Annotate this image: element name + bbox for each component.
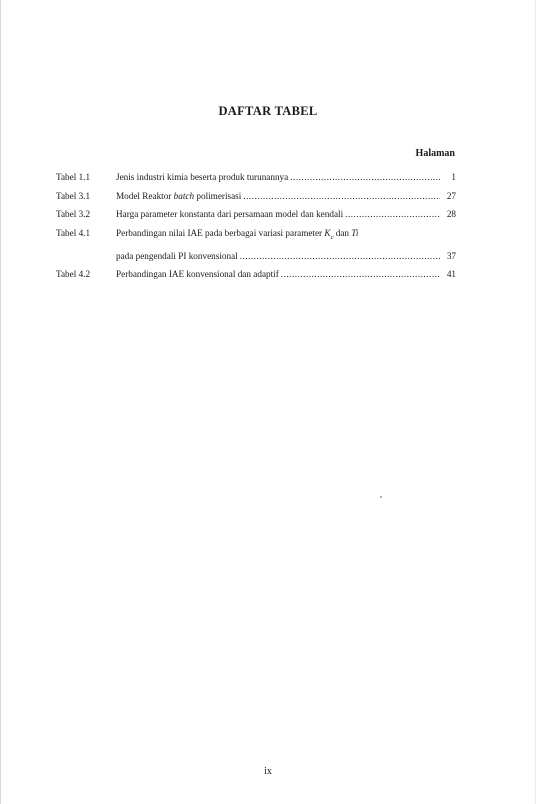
- table-entry-body: [116, 168, 456, 187]
- table-title: [116, 168, 288, 187]
- table-title-part: K: [324, 227, 331, 238]
- page-number: ix: [264, 766, 272, 777]
- page-ref: 41: [446, 269, 456, 280]
- table-entry-body: [116, 265, 456, 284]
- leader-dots: [281, 265, 440, 284]
- table-list: [56, 168, 456, 284]
- leader-dots: [290, 168, 440, 187]
- table-title-part: c: [330, 233, 334, 241]
- table-title-part: polimerisasi: [194, 190, 242, 201]
- table-title-part: pada pengendali PI konvensional: [116, 250, 238, 261]
- leader-dots: [345, 205, 440, 224]
- table-entry-body: [116, 205, 456, 224]
- table-title-part: Perbandingan nilai IAE pada berbagai variasi parameter: [116, 227, 325, 238]
- page-title: DAFTAR TABEL: [218, 104, 318, 118]
- table-entry-body: [116, 187, 456, 206]
- table-number-label: Tabel 1.1: [56, 172, 91, 182]
- page-ref: 27: [446, 190, 456, 201]
- table-entry-line: [116, 168, 456, 187]
- table-title-part: Ti: [351, 227, 359, 238]
- table-number-label: Tabel 3.1: [56, 190, 91, 201]
- table-entry-line: [116, 265, 456, 284]
- table-entry-line: [116, 247, 456, 266]
- table-title-part: batch: [173, 190, 195, 201]
- page-ref: 37: [446, 250, 456, 261]
- list-item[interactable]: [56, 187, 456, 206]
- page-column-header: Halaman: [415, 148, 455, 159]
- table-title-part: Perbandingan IAE konvensional dan adaptif: [116, 269, 279, 280]
- table-entry-line: [116, 224, 456, 247]
- table-title-part: Jenis industri kimia beserta produk turunannya: [116, 172, 289, 182]
- table-entry-line: [116, 187, 456, 206]
- table-entry-line: [116, 205, 456, 224]
- page-ref: 28: [446, 209, 456, 219]
- table-title-part: Harga parameter konstanta dari persamaan model dan kendali: [116, 209, 344, 219]
- table-number-label: Tabel 3.2: [56, 209, 91, 219]
- table-title-part: dan: [333, 227, 352, 238]
- list-item[interactable]: [56, 224, 456, 266]
- table-title: [116, 265, 279, 284]
- table-title: [116, 187, 241, 206]
- table-title: [116, 247, 238, 266]
- page-ref: 1: [451, 172, 456, 182]
- list-item[interactable]: [56, 265, 456, 284]
- leader-dots: [243, 187, 440, 206]
- list-item[interactable]: [56, 168, 456, 187]
- scan-speck: [380, 496, 382, 498]
- table-number-label: Tabel 4.2: [56, 269, 91, 280]
- leader-dots: [240, 247, 440, 266]
- list-item[interactable]: [56, 205, 456, 224]
- table-title: [116, 224, 358, 247]
- table-number-label: Tabel 4.1: [56, 227, 91, 238]
- scan-edge-left: [0, 0, 1, 804]
- table-title: [116, 205, 343, 224]
- table-title-part: Model Reaktor: [116, 190, 174, 201]
- table-entry-body: [116, 224, 456, 266]
